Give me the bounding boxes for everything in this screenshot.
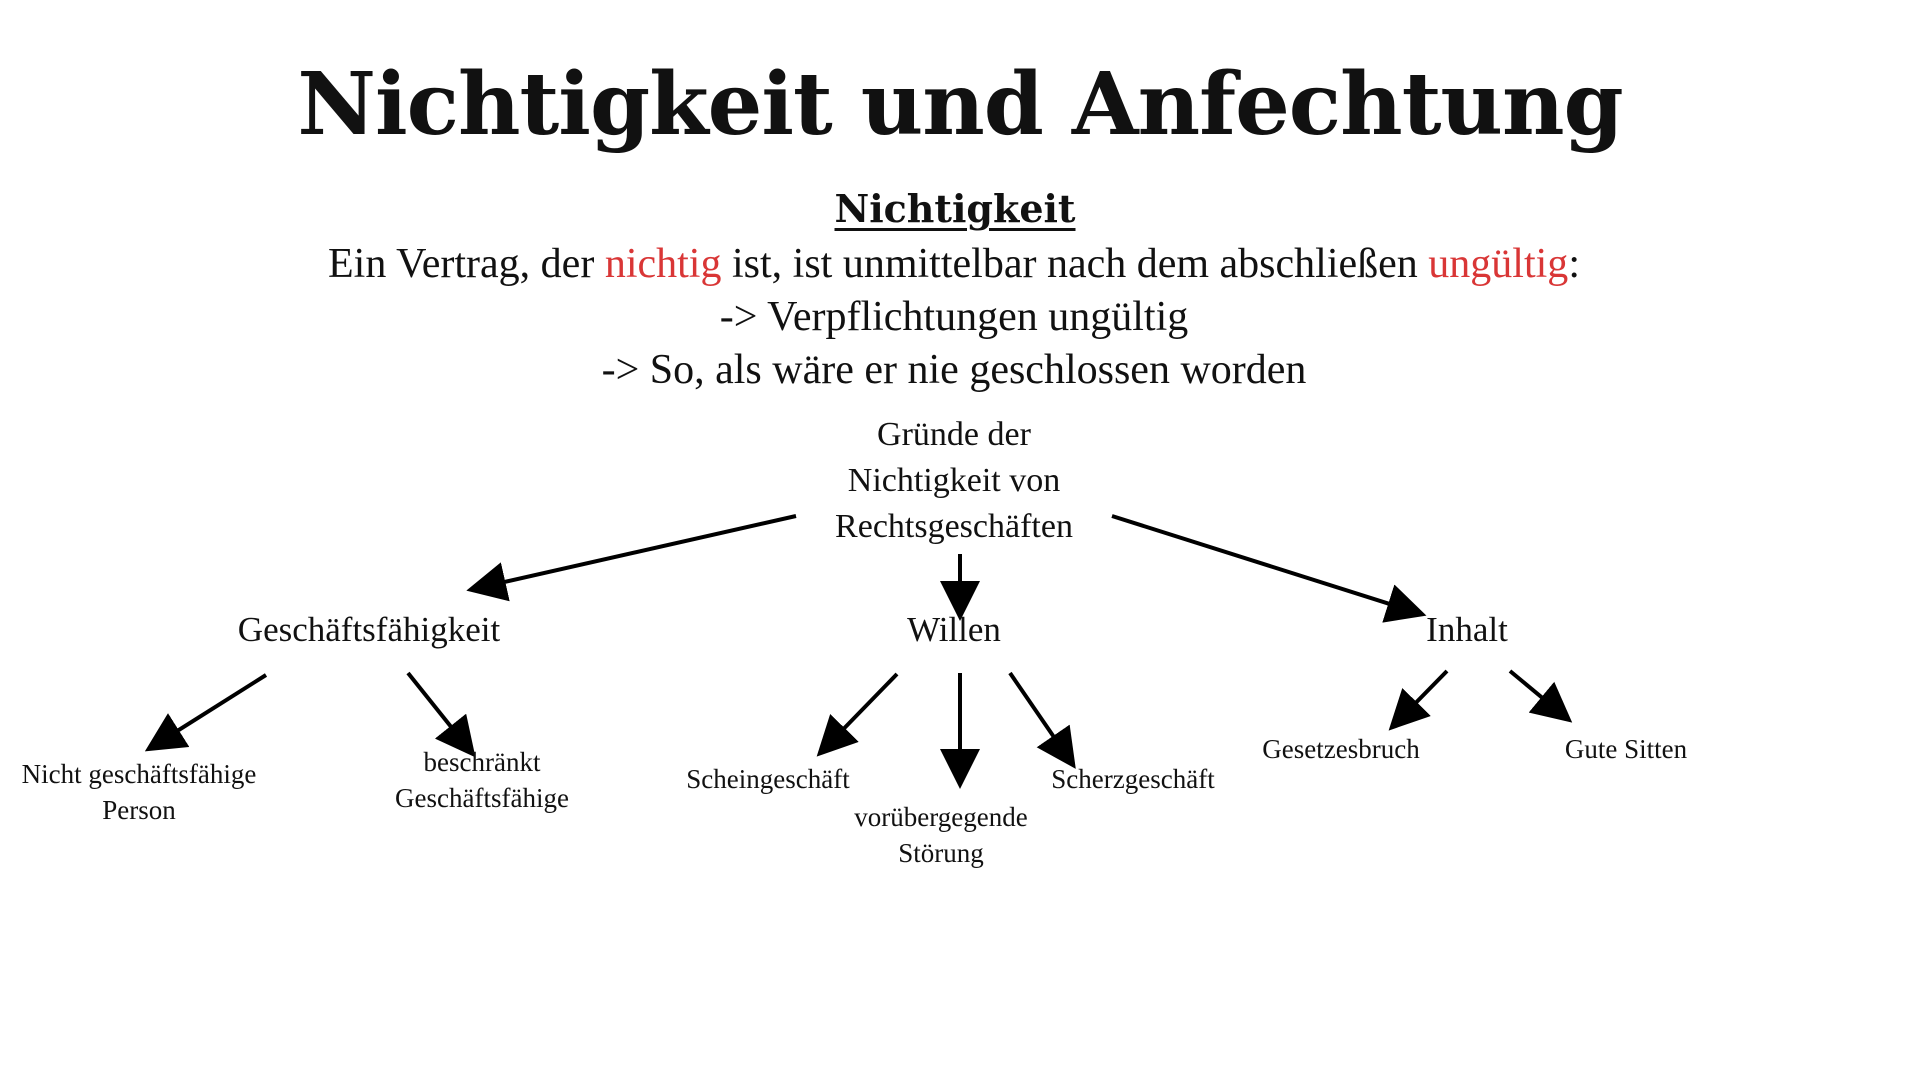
leaf-line: Nicht geschäftsfähige — [21, 759, 257, 789]
root-line: Rechtsgeschäften — [835, 508, 1073, 545]
leaf-line: beschränkt — [423, 747, 541, 777]
definition-part-1: Ein Vertrag, der — [328, 241, 605, 287]
leaf-voruebergehende-stoerung — [854, 799, 1027, 871]
definition-part-2: ist, ist unmittelbar nach dem abschließen — [721, 241, 1429, 287]
arrow-root-to-geschaeft — [478, 516, 796, 588]
definition-part-3: : — [1568, 241, 1580, 287]
leaf-gesetzesbruch — [1262, 731, 1419, 767]
root-line: Gründe der — [877, 416, 1031, 453]
leaf-gute-sitten — [1565, 731, 1687, 767]
leaf-scheingeschaeft — [686, 761, 849, 797]
branch-geschaeftsfaehigkeit: Geschäftsfähigkeit — [237, 610, 501, 649]
leaf-line: Scherzgeschäft — [1051, 764, 1215, 794]
leaf-scherzgeschaeft — [1051, 761, 1214, 797]
branch-inhalt: Inhalt — [1426, 610, 1508, 649]
leaf-line: Störung — [898, 838, 984, 868]
arrow-willen-to-schein — [825, 674, 897, 748]
branch-willen: Willen — [907, 610, 1001, 649]
leaf-line: Scheingeschäft — [686, 764, 850, 794]
arrow-inhalt-to-gesetz — [1397, 671, 1447, 722]
arrow-willen-to-scherz — [1010, 673, 1069, 759]
highlight-ungueltig: ungültig — [1428, 241, 1569, 287]
arrow-inhalt-to-sitten — [1510, 671, 1563, 715]
leaf-line: Gesetzesbruch — [1262, 734, 1420, 764]
highlight-nichtig: nichtig — [604, 241, 722, 287]
bullet-nie-geschlossen: -> So, als wäre er nie geschlossen worden — [601, 347, 1307, 393]
leaf-line: Geschäftsfähige — [395, 783, 569, 813]
leaf-line: Gute Sitten — [1564, 734, 1688, 764]
bullet-verpflichtungen: -> Verpflichtungen ungültig — [719, 294, 1189, 340]
tree-root-node — [835, 412, 1073, 550]
arrow-geschaeft-to-beschraenkt — [408, 673, 468, 748]
leaf-line: Person — [102, 795, 176, 825]
leaf-line: vorübergegende — [854, 802, 1028, 832]
leaf-nicht-geschaeftsfaehige — [22, 756, 257, 828]
section-heading: Nichtigkeit — [834, 186, 1076, 231]
arrow-root-to-inhalt — [1112, 516, 1415, 612]
arrow-geschaeft-to-nicht — [155, 675, 266, 745]
root-line: Nichtigkeit von — [847, 462, 1061, 499]
leaf-beschraenkt-geschaeftsfaehige — [395, 744, 569, 816]
page-title: Nichtigkeit und Anfechtung — [297, 54, 1623, 155]
